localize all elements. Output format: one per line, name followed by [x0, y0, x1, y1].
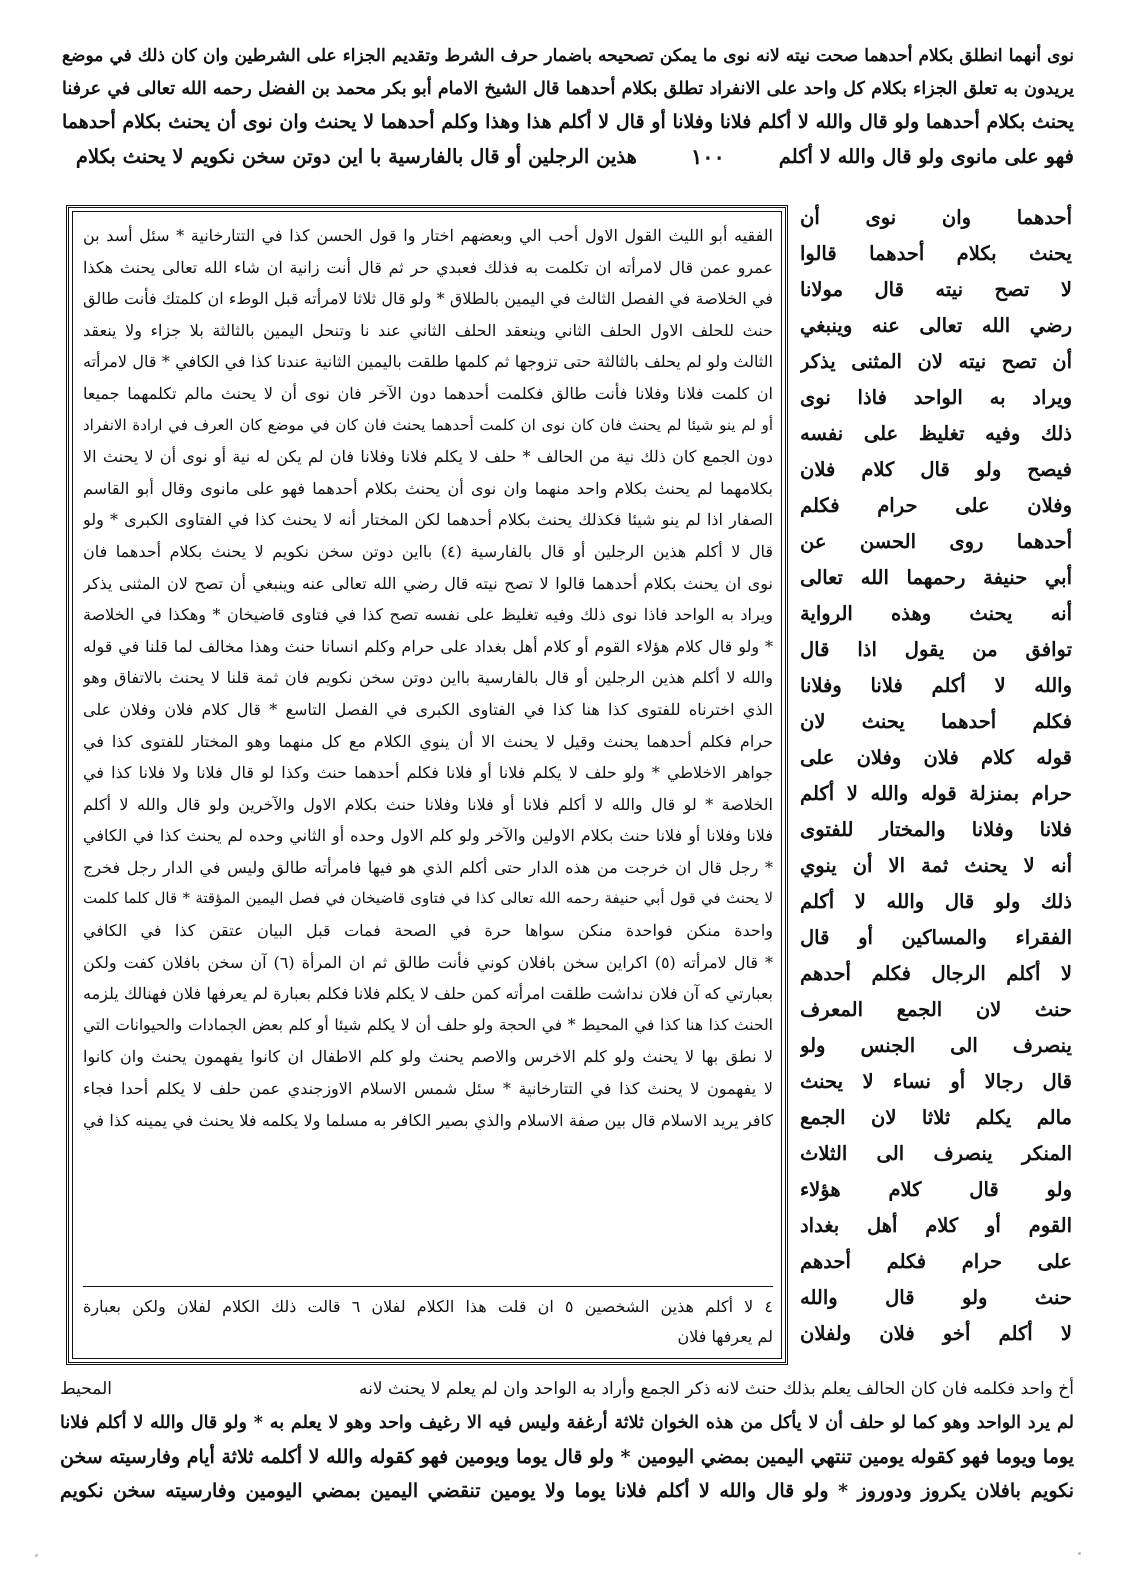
page-number: ١٠٠ [690, 144, 725, 169]
side-margin-line: القوم أو كلام أهل بغداد [800, 1214, 1072, 1237]
main-body-line: ويراد به الواحد فاذا نوى ذلك وفيه تغليظ على نفسه تصح كذا في فتاوى قاضيخان * وهكذا في الخلاصة [83, 605, 773, 625]
side-margin-line: ولو قال كلام هؤلاء [800, 1178, 1072, 1201]
bottom-margin-line: نكويم بافلان يكروز ودوروز * ولو قال والله لا أكلم فلانا يوما ولا يومين تنقضي اليمين بمضي اليومين وفارسيته سخن نكويم [60, 1480, 1074, 1502]
main-body-line: حنث للحلف الاول الحلف الثاني وينعقد الحلف الثاني عند نا وتنحل اليمين بالثالثة بلا جزاء ولا ينعقد [83, 320, 773, 340]
bottom-margin-text [60, 1372, 1074, 1508]
side-margin-line: حنث ولو قال والله [800, 1286, 1072, 1309]
side-margin-line: على حرام فكلم أحدهم [800, 1250, 1072, 1273]
main-body-line: نوى ان يحنث بكلام أحدهما قالوا لا تصح نيته قال رضي الله تعالى عنه وينبغي أن تصح لان المثنى يذكر [83, 573, 773, 593]
main-body-line: الحنث كذا هنا كذا في المحيط * في الحجة ولو حلف أن لا يكلم شيئا أو كلم بعض الجمادات والحيوانات التي [83, 1015, 773, 1034]
main-body-text [83, 220, 773, 1136]
main-body-line: حرام فكلم أحدهما يحنث وقيل لا يحنث الا أن ينوي الكلام مع كل منهما وهو المختار للفتوى كذا في [83, 731, 773, 751]
side-margin-line: أن تصح نيته لان المثنى يذكر [800, 350, 1072, 373]
side-margin-line: ينصرف الى الجنس ولو [800, 1034, 1072, 1057]
side-margin-line: لا أكلم أخو فلان ولفلان [800, 1322, 1072, 1345]
source-reference: المحيط [60, 1379, 112, 1399]
bottom-margin-line: يوما ويوما فهو كقوله يومين تنتهي اليمين بمضي اليومين * ولو قال يوما ويومين فهو كقوله والله لا أكلمه ثلاثة أيام وفارسيته سخن [60, 1446, 1074, 1468]
side-margin-line: أبي حنيفة رحمهما الله تعالى [800, 566, 1072, 589]
main-body-line: * ولو قال كلام هؤلاء القوم أو كلام أهل بغداد على حرام وكلم انسانا حنث وهذا مخالف لما قلنا في قوله [83, 636, 773, 656]
top-margin-line: نوى أنهما انطلق بكلام أحدهما صحت نيته لانه نوى ما يمكن تصحيحه باضمار حرف الشرط وتقديم الجزاء على الشرطين وان كان ذلك في موضع [62, 46, 1074, 66]
footnote-line: لم يعرفها فلان [677, 1327, 773, 1346]
footnotes [83, 1292, 773, 1352]
top-margin-last-left: هذين الرجلين أو قال بالفارسية با اين دوتن سخن نكويم لا يحنث بكلام [75, 145, 637, 168]
side-margin-line: فلانا وفلانا والمختار للفتوى [800, 818, 1072, 841]
main-body-line: جواهر الاخلاطي * ولو حلف لا يكلم فلانا أو فلانا فكلم أحدهما حنث وكذا لو قال فلانا ولا فلانا كذا في [83, 763, 773, 783]
side-margin-line: والله لا أكلم فلانا وفلانا [800, 674, 1072, 697]
side-margin-line: ذلك ولو قال والله لا أكلم [800, 890, 1072, 913]
main-body-line: لا يحنث في قول أبي حنيفة رحمه الله تعالى كذا في فتاوى قاضيخان في فصل اليمين المؤقتة * قال كلما كلمت [83, 889, 773, 908]
side-margin-line: ذلك وفيه تغليظ على نفسه [800, 422, 1072, 445]
main-body-line: الخلاصة * لو قال والله لا أكلم فلانا أو فلانا وفلانا حنث بكلام الاول والآخرين ولو قال والله لا أكلم [83, 794, 773, 814]
top-margin-last-line [62, 139, 1074, 175]
main-body-line: بكلامهما لم يحنث بكلام واحد منهما وان نوى أن يحنث بكلام أحدهما فهو على مانوى وقال أبو القاسم [83, 478, 773, 498]
side-margin-line: فكلم أحدهما يحنث لان [800, 710, 1072, 733]
bottom-margin-first-line [60, 1372, 1074, 1406]
main-body-line: * قال لامرأته (٥) اكراين سخن بافلان كوني فأنت طالق ثم ان المرأة (٦) آن سخن بافلان كفت ولكن [83, 952, 773, 972]
side-margin-line: حنث لان الجمع المعرف [800, 998, 1072, 1021]
bottom-margin-first-right: أخ واحد فكلمه فان كان الحالف يعلم بذلك حنث لانه ذكر الجمع وأراد به الواحد وان لم يعلم لا يحنث لانه [359, 1379, 1074, 1399]
side-margin-line: ويراد به الواحد فاذا نوى [800, 386, 1072, 409]
main-body-line: فلانا وفلانا أو فلانا حنث بكلام الاولين والآخر ولو كلم الاول وحده أو الثاني وحده لم يحنث كذا في الكافي [83, 826, 773, 846]
side-margin-line: حرام بمنزلة قوله والله لا أكلم [800, 782, 1072, 805]
side-margin-line: يحنث بكلام أحدهما قالوا [800, 242, 1072, 265]
top-margin-text [62, 40, 1074, 175]
side-margin-line: رضي الله تعالى عنه وينبغي [800, 314, 1072, 337]
side-margin-line: لا تصح نيته قال مولانا [800, 278, 1072, 301]
scan-speck [35, 1554, 38, 1557]
main-body-line: عمرو عمن قال لامرأته ان تكلمت به فذلك فعبدي حر ثم قال أنت زانية ان شاء الله تعالى يحنث هكذا [83, 257, 773, 277]
bottom-margin-line: لم يرد الواحد وهو كما لو حلف أن لا يأكل من هذه الخوان ثلاثة أرغفة وليس فيه الا رغيف واحد وهو لا يعلم به * ولو قال والله لا أكلم فلانا [60, 1413, 1074, 1433]
main-body-frame [66, 205, 788, 1365]
side-margin-line: قوله كلام فلان وفلان على [800, 746, 1072, 769]
main-body-line: الصفار اذا لم ينو شيئا فكذلك يحنث بكلام أحدهما لكن المختار أنه لا يحنث كذا في الفتاوى الكبرى * ولو [83, 510, 773, 530]
main-body-line: الذي اخترناه للفتوى كذا هنا كذا في الفتاوى الكبرى في الفصل التاسع * قال كلام فلان وفلان على [83, 699, 773, 719]
main-body-line: قال لا أكلم هذين الرجلين أو قال بالفارسية (٤) بااين دوتن سخن نكويم لا يحنث بكلام أحدهما فان [83, 541, 773, 561]
main-body-line: دون الجمع كان ذلك نية من الحالف * حلف لا يكلم فلانا وفلانا فان لم يكن له نية أو نوى أن لا يحنث الا [83, 447, 773, 467]
main-body-line: ان كلمت فلانا وفلانا فأنت طالق فكلمت أحدهما دون الآخر فان نوى أن لا يحنث مالم تكلمهما جميعا [83, 383, 773, 403]
main-body-line: والله لا أكلم هذين الرجلين أو قال بالفارسية بااين دوتن سخن نكويم فان ثمة قلنا لا يحنث بالاتفاق وهو [83, 668, 773, 688]
main-body-line: * رجل قال ان خرجت من هذه الدار حتى أكلم الذي هو فيها فامرأته طالق وليس في الدار رجل فخرج [83, 857, 773, 877]
side-margin-line: وفلان على حرام فكلم [800, 494, 1072, 517]
side-margin-line: أحدهما روى الحسن عن [800, 530, 1072, 553]
main-body-line: بعبارتي كه آن فلان نداشت طلقت امرأته كمن حلف لا يكلم فلانا فكلم بعبارة لم يعرفها فلان فهنالك يلزمه [83, 984, 773, 1004]
side-margin-line: أنه يحنث وهذه الرواية [800, 602, 1072, 625]
side-margin-column [800, 200, 1072, 1352]
side-margin-line: أحدهما وان نوى أن [800, 206, 1072, 229]
footnote-divider [83, 1286, 773, 1287]
side-margin-line: قال رجالا أو نساء لا يحنث [800, 1070, 1072, 1093]
scan-speck [1078, 1552, 1081, 1555]
main-body-line: الثالث ولو لم يحلف بالثالثة حتى تزوجها ثم كلمها طلقت باليمين الثانية عندنا كذا في الكافي * قال لامرأته [83, 352, 773, 372]
main-body-line: لا نطق بها لا يحنث ولو كلم الاخرس والاصم يحنث ولو كلم الاطفال ان كانوا يفهمون يحنث وان كانوا [83, 1047, 773, 1067]
main-body-line: واحدة منكن فواحدة منكن سواها حرة في الصحة فمات قبل البيان عتقن كذا في الكافي [83, 921, 773, 941]
side-margin-line: فيصح ولو قال كلام فلان [800, 458, 1072, 481]
top-margin-line: يريدون به تعلق الجزاء بكلام كل واحد على الانفراد تطلق بكلام أحدهما قال الشيخ الامام أبو بكر محمد بن الفضل رحمه الله تعالى في عرفنا [62, 79, 1074, 99]
main-body-line: في الخلاصة في الفصل الثالث في اليمين بالطلاق * ولو قال ثلاثا لامرأته قبل الوطء ان كلمتك فأنت طالق [83, 289, 773, 309]
main-body-line: لا يفهمون لا يحنث كذا في التتارخانية * سئل شمس الاسلام الاوزجندي عمن حلف لا يكلم أحدا فجاء [83, 1079, 773, 1099]
side-margin-line: توافق من يقول اذا قال [800, 638, 1072, 661]
side-margin-line: لا أكلم الرجال فكلم أحدهم [800, 962, 1072, 985]
side-margin-line: أنه لا يحنث ثمة الا أن ينوي [800, 854, 1072, 877]
footnote-line: ٤ لا أكلم هذين الشخصين ٥ ان قلت هذا الكلام لفلان ٦ قالت ذلك الكلام لفلان ولكن بعبارة [83, 1297, 773, 1316]
top-margin-line: يحنث بكلام أحدهما ولو قال والله لا أكلم فلانا وفلانا أو قال لا أكلم هذا وهذا وكلم أحدهما لا يحنث وان نوى أن يحنث بكلام أحدهما [62, 111, 1074, 133]
main-body-line: كافر يريد الاسلام قال بين صفة الاسلام والذي بصير الكافر به مسلما ولا يكلمه فلا يحنث في يمينه كذا في [83, 1110, 773, 1130]
side-margin-line: المنكر ينصرف الى الثلاث [800, 1142, 1072, 1165]
main-body-line: الفقيه أبو الليث القول الاول أحب الي وبعضهم اختار وا قول الحسن كذا في التتارخانية * سئل أسد بن [83, 226, 773, 245]
top-margin-last-right: فهو على مانوى ولو قال والله لا أكلم [778, 145, 1074, 168]
main-body-line: أو لم ينو شيئا لم يحنث فان كان نوى ان كلمت أحدهما يحنث فان كان في موضع كان العرف في ارادة الانفراد [83, 415, 773, 434]
side-margin-line: مالم يكلم ثلاثا لان الجمع [800, 1106, 1072, 1129]
side-margin-line: الفقراء والمساكين أو قال [800, 926, 1072, 949]
